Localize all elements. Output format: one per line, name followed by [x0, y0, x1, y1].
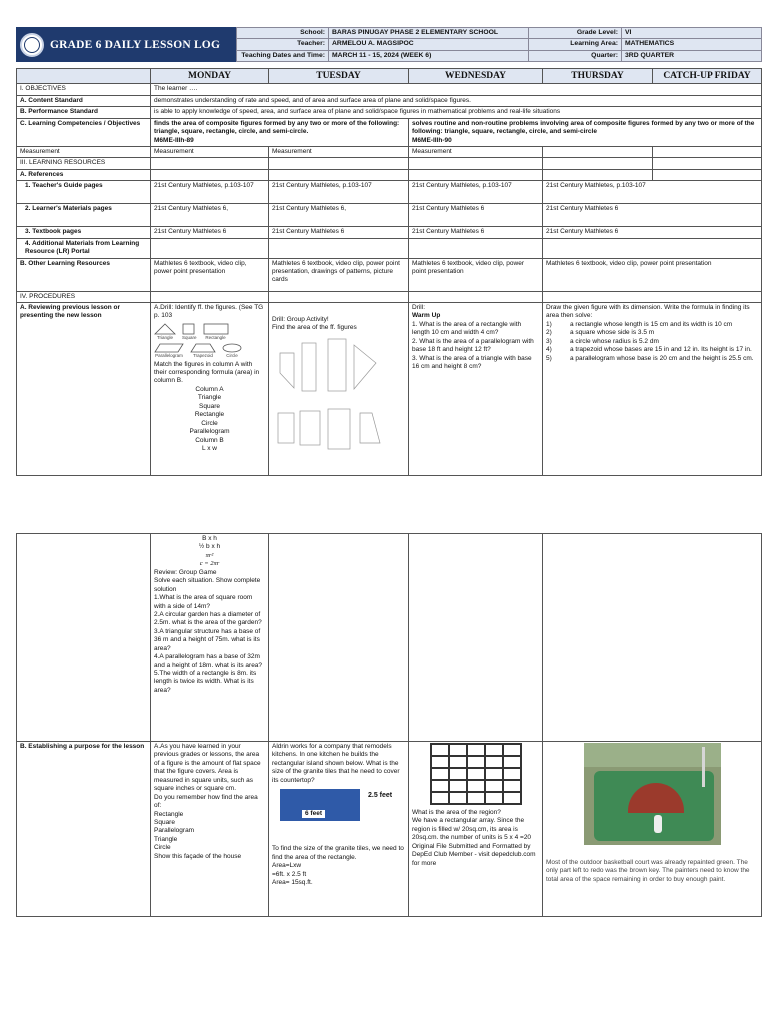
other-resources-label: B. Other Learning Resources [17, 258, 151, 291]
column-b-heading: Column B [195, 436, 224, 444]
tue-problem-text: Aldrin works for a company that remodels kitchens. In one kitchen he builds the rectangular island shown below. What is the size of the granite tiles that he need to cover its countertop? [272, 743, 400, 784]
shape-label: Rectangle [205, 334, 226, 340]
procedure-b-tue [269, 742, 409, 917]
review-problem: 3.A triangular structure has a base of 36 m and a height of 75m. what is its area? [154, 627, 261, 652]
column-b-item: ½ b x h [198, 543, 221, 551]
figure-8 [360, 413, 380, 443]
figure-1 [280, 353, 294, 388]
blank-cell [151, 169, 269, 180]
column-a-item: Circle [201, 419, 218, 427]
shapes-row-1 [154, 323, 265, 341]
mon-purpose-text: A.As you have learned in your previous grades or lessons, the area of a figure is the amount of flat space that the figure covers. Area is measured in square units, such as square inches or square cm. [154, 743, 261, 793]
procedure-a-mon-continued [151, 534, 269, 742]
depedclub-credit: Original File Submitted and Formatted by DepEd Club Member - visit depedclub.com for more [412, 842, 536, 867]
blank-cell [269, 291, 409, 302]
blank-cell [409, 169, 543, 180]
shape-label: Circle [226, 352, 238, 358]
competency-b-code: M6ME-IIIh-90 [412, 136, 452, 144]
teacher-value: ARMELOU A. MAGSIPOC [329, 39, 529, 50]
tb-mon: 21st Century Mathletes 6 [151, 227, 269, 238]
tue-drill-text: Drill: Group Activity! [272, 316, 329, 324]
learners-materials-row [17, 204, 762, 227]
blank-cell [17, 534, 151, 742]
mon-shape-item: Square [154, 818, 175, 826]
objectives-heading: I. OBJECTIVES [17, 84, 151, 95]
tue-solution-line: Area= 15sq.ft. [272, 878, 313, 886]
column-a-heading: Column A [195, 385, 224, 393]
shape-label: Parallelogram [155, 352, 183, 358]
grid-cell [449, 744, 467, 756]
court-hoop-pole [702, 747, 705, 787]
resources-heading: III. LEARNING RESOURCES [17, 158, 151, 169]
tue-solution-line: Area=Lxw [272, 862, 302, 870]
competency-a-text: finds the area of composite figures formed by any two or more of the following: triangle, square, rectangle, circle, and semi-circle. [154, 119, 400, 136]
grade-level-value: VI [622, 28, 762, 39]
figure-2 [302, 343, 316, 391]
learning-area-value: MATHEMATICS [622, 39, 762, 50]
countertop-length-label: 6 feet [302, 810, 325, 818]
grid-cell [485, 780, 503, 792]
wed-warmup-item: 3. What is the area of a triangle with base 16 cm and height 8 cm? [412, 354, 532, 371]
court-painter [654, 815, 662, 833]
review-heading: Review: Group Game [154, 568, 217, 576]
wed-warmup-item: 1. What is the area of a rectangle with length 10 cm and width 4 cm? [412, 320, 522, 337]
grid-cell [431, 744, 449, 756]
dll-title-banner [16, 27, 236, 62]
day-tuesday: TUESDAY [269, 69, 409, 84]
thu-item [546, 321, 758, 329]
lesson-table [16, 68, 762, 476]
tg-thu: 21st Century Mathletes, p.103-107 [543, 181, 762, 204]
column-a-item: Triangle [197, 394, 222, 402]
figure-6 [300, 411, 320, 445]
grid-cell [485, 744, 503, 756]
wed-drill-text: Drill: [412, 304, 425, 312]
shape-label: Square [182, 334, 197, 340]
wed-region-question: What is the area of the region? [412, 809, 501, 816]
grid-cell [467, 756, 485, 768]
blank-cell [151, 291, 269, 302]
measurement-mon: Measurement [151, 146, 269, 157]
school-value: BARAS PINUGAY PHASE 2 ELEMENTARY SCHOOL [329, 28, 529, 39]
column-a-item: Rectangle [194, 411, 225, 419]
measurement-thu [543, 146, 653, 157]
blank-cell [543, 158, 653, 169]
other-resources-row [17, 258, 762, 291]
competency-wed-thu [409, 118, 762, 146]
quarter-value: 3RD QUARTER [622, 50, 762, 61]
column-a-item: Parallelogram [189, 428, 230, 436]
references-label: A. References [17, 169, 151, 180]
shapes-row-2 [154, 343, 265, 359]
thu-item [546, 346, 758, 354]
blank-cell [151, 238, 269, 258]
basketball-court-photo [584, 743, 721, 845]
grid-cell [485, 756, 503, 768]
procedure-a-thu [543, 303, 762, 476]
performance-standard-row [17, 107, 762, 118]
day-monday: MONDAY [151, 69, 269, 84]
thu-court-text: Most of the outdoor basketball court was already repainted green. The only part left to redo was the brown key. The painters need to know the total area of the space remaining in order to buy enough paint. [546, 859, 750, 883]
measurement-row [17, 146, 762, 157]
textbook-label: 3. Textbook pages [17, 227, 151, 238]
day-thursday: THURSDAY [543, 69, 653, 84]
spacer [272, 304, 405, 316]
textbook-row [17, 227, 762, 238]
grid-cell [449, 756, 467, 768]
column-b-item: πr² [205, 551, 214, 559]
column-b-item: L x w [202, 444, 217, 452]
performance-standard-text: is able to apply knowledge of speed, area, and surface area of plane and solid/space figures in mathematical problems and real-life situations [151, 107, 762, 118]
triangle-icon [154, 323, 176, 341]
grid-cell [449, 792, 467, 804]
rectangle-shape [203, 323, 229, 335]
lr-portal-label: 4. Additional Materials from Learning Resource (LR) Portal [17, 238, 151, 258]
thu-item-text: a square whose side is 3.5 m [570, 329, 655, 337]
deped-seal-icon [20, 33, 44, 57]
om-thu: Mathletes 6 textbook, video clip, power point presentation [543, 258, 762, 291]
lm-tue: 21st Century Mathletes 6, [269, 204, 409, 227]
blank-cell [409, 534, 543, 742]
trapezoid-icon [190, 343, 216, 359]
content-standard-text: demonstrates understanding of rate and speed, and of area and surface area of plane and solid/space figures. [151, 95, 762, 106]
procedure-a-wed [409, 303, 543, 476]
grid-cell [449, 780, 467, 792]
tb-wed: 21st Century Mathletes 6 [409, 227, 543, 238]
grid-cell [467, 792, 485, 804]
tue-solution-line: =6ft. x 2.5 ft [272, 870, 307, 878]
blank-cell [543, 291, 762, 302]
competencies-row [17, 118, 762, 146]
learners-materials-label: 2. Learner's Materials pages [17, 204, 151, 227]
mon-purpose-question: Do you remember how find the area of: [154, 793, 258, 810]
thu-item-number: 2) [546, 329, 552, 337]
figure-7 [328, 409, 350, 449]
resources-heading-row [17, 158, 762, 169]
blank-cell [409, 158, 543, 169]
square-shape [182, 323, 196, 335]
competency-b-text: solves routine and non-routine problems involving area of composite figures formed by any two or more of the following: triangle, square, rectangle, circle, and semi-circle [412, 119, 755, 136]
om-tue: Mathletes 6 textbook, video clip, power point presentation, drawings of patterns, picture cards [269, 258, 409, 291]
shape-label: Triangle [156, 334, 174, 340]
wed-warmup-heading: Warm Up [412, 312, 441, 320]
performance-standard-label: B. Performance Standard [17, 107, 151, 118]
blank-cell [269, 158, 409, 169]
procedure-a-continued-row [17, 534, 762, 742]
rectangular-array-grid [430, 743, 522, 805]
shape-label: Trapezoid [193, 352, 213, 358]
thu-item [546, 338, 758, 346]
match-instructions: Match the figures in column A with their corresponding formula (area) in column B. [154, 360, 260, 385]
lm-thu: 21st Century Mathletes 6 [543, 204, 762, 227]
trapezoid-shape [190, 343, 216, 353]
figure-3 [328, 339, 346, 391]
mon-shape-item: Rectangle [154, 810, 184, 818]
measurement-fri [653, 146, 762, 157]
learning-area-label: Learning Area: [529, 39, 622, 50]
procedures-heading-row [17, 291, 762, 302]
thu-item-text: a trapezoid whose bases are 15 in and 12 in. Its height is 17 in. [570, 346, 752, 354]
dates-value: MARCH 11 - 15, 2024 (WEEK 6) [329, 50, 529, 61]
review-subheading: Solve each situation. Show complete solution [154, 577, 261, 593]
mon-drill-text: A.Drill: Identify ff. the figures. (See TG p. 103 [154, 304, 264, 320]
tg-mon: 21st Century Mathletes, p.103-107 [151, 181, 269, 204]
procedure-a-row [17, 303, 762, 476]
circle-shape [222, 343, 242, 353]
grade-level-label: Grade Level: [529, 28, 622, 39]
header-info-table [236, 27, 762, 62]
procedure-b-wed [409, 742, 543, 917]
header-row-teacher [237, 39, 762, 50]
blank-cell [269, 169, 409, 180]
blank-cell [269, 238, 409, 258]
om-wed: Mathletes 6 textbook, video clip, power point presentation [409, 258, 543, 291]
review-problem: 5.The width of a rectangle is 8m. its length is twice its width. What is its area? [154, 670, 257, 694]
lr-portal-row [17, 238, 762, 258]
grid-cell [503, 768, 521, 780]
figure-4 [354, 345, 376, 389]
review-problem: 2.A circular garden has a diameter of 2.5m. what is the area of the garden? [154, 610, 262, 627]
countertop-rectangle [280, 789, 360, 821]
blank-cell [269, 534, 409, 742]
procedure-b-row [17, 742, 762, 917]
procedure-a-label: A. Reviewing previous lesson or presenting the new lesson [17, 303, 151, 476]
grid-cell [431, 780, 449, 792]
tg-tue: 21st Century Mathletes, p.103-107 [269, 181, 409, 204]
day-wednesday: WEDNESDAY [409, 69, 543, 84]
grid-cell [485, 768, 503, 780]
competency-a-code: M6ME-IIIh-89 [154, 136, 194, 144]
court-background [584, 743, 721, 767]
blank-cell [653, 158, 762, 169]
grid-cell [431, 792, 449, 804]
tg-wed: 21st Century Mathletes, p.103-107 [409, 181, 543, 204]
thu-item-number: 3) [546, 337, 552, 345]
tue-solution-text: To find the size of the granite tiles, we need to find the area of the rectangle. [272, 845, 404, 861]
blank-cell [543, 534, 762, 742]
teacher-label: Teacher: [237, 39, 329, 50]
grid-cell [431, 756, 449, 768]
circle-icon [222, 343, 242, 359]
countertop-width-label: 2.5 feet [368, 792, 393, 800]
grid-cell [503, 756, 521, 768]
composite-figures-sketch [272, 333, 400, 453]
procedure-a-tue [269, 303, 409, 476]
review-problem: 1.What is the area of square room with a side of 14m? [154, 594, 253, 610]
thu-item [546, 355, 758, 363]
thu-item-text: a circle whose radius is 5.2 dm [570, 337, 659, 345]
rectangle-icon [203, 323, 229, 341]
grid-cell [485, 792, 503, 804]
procedures-heading: IV. PROCEDURES [17, 291, 151, 302]
header-row-dates [237, 50, 762, 61]
triangle-shape [154, 323, 176, 335]
measurement-wed: Measurement [409, 146, 543, 157]
parallelogram-icon [154, 343, 184, 359]
competencies-label: C. Learning Competencies / Objectives [17, 118, 151, 146]
grid-cell [449, 768, 467, 780]
measurement-label: Measurement [17, 146, 151, 157]
objectives-row [17, 84, 762, 95]
dates-label: Teaching Dates and Time: [237, 50, 329, 61]
tb-thu: 21st Century Mathletes 6 [543, 227, 762, 238]
references-row [17, 169, 762, 180]
column-b-item: c = 2πr [199, 560, 220, 568]
grid-cell [503, 780, 521, 792]
blank-cell [653, 169, 762, 180]
thu-item-number: 4) [546, 346, 552, 354]
countertop-figure [280, 789, 405, 833]
review-problem: 4.A parallelogram has a base of 32m and a height of 18m. what is its area? [154, 653, 263, 669]
tue-find-text: Find the area of the ff. figures [272, 324, 357, 332]
procedure-b-mon [151, 742, 269, 917]
grid-cell [431, 768, 449, 780]
mon-shape-item: Triangle [154, 835, 178, 843]
om-mon: Mathletes 6 textbook, video clip, power point presentation [151, 258, 269, 291]
grid-cell [467, 744, 485, 756]
thu-item-text: a parallelogram whose base is 20 cm and the height is 25.5 cm. [570, 354, 754, 362]
teachers-guide-label: 1. Teacher's Guide pages [17, 181, 151, 204]
thu-item-number: 5) [546, 354, 552, 362]
objectives-intro: The learner …. [151, 84, 762, 95]
header-row-school [237, 28, 762, 39]
lesson-table-continued [16, 533, 762, 917]
blank-cell [409, 238, 543, 258]
mon-shape-item: Parallelogram [154, 827, 195, 835]
quarter-label: Quarter: [529, 50, 622, 61]
dll-title: GRADE 6 DAILY LESSON LOG [50, 38, 221, 51]
content-standard-label: A. Content Standard [17, 95, 151, 106]
column-b-item: B x h [202, 535, 217, 542]
procedure-b-label: B. Establishing a purpose for the lesson [17, 742, 151, 917]
wed-region-explanation: We have a rectangular array. Since the region is filled w/ 20sq.cm, its area is 20sq.cm. the number of units is 5 x 4 =20 [412, 817, 532, 842]
grid-cell [467, 780, 485, 792]
wed-warmup-item: 2. What is the area of a parallelogram with base 18 ft and height 12 ft? [412, 337, 534, 354]
corner-cell [17, 69, 151, 84]
square-icon [182, 323, 197, 341]
thu-intro-text: Draw the given figure with its dimension. Write the formula in finding its area then solve: [546, 304, 750, 320]
thu-item [546, 329, 758, 337]
parallelogram-shape [154, 343, 184, 353]
day-header-row [17, 69, 762, 84]
thu-item-text: a rectangle whose length is 15 cm and its width is 10 cm [570, 320, 733, 328]
column-a-item: Square [199, 402, 220, 410]
teachers-guide-row [17, 181, 762, 204]
mon-house-prompt: Show this façade of the house [154, 852, 242, 860]
lm-wed: 21st Century Mathletes 6 [409, 204, 543, 227]
grid-cell [503, 744, 521, 756]
mon-shape-item: Circle [154, 844, 171, 852]
figure-5 [278, 413, 294, 443]
tb-tue: 21st Century Mathletes 6 [269, 227, 409, 238]
thu-item-number: 1) [546, 320, 552, 328]
blank-cell [409, 291, 543, 302]
lm-mon: 21st Century Mathletes 6, [151, 204, 269, 227]
blank-cell [151, 158, 269, 169]
measurement-tue: Measurement [269, 146, 409, 157]
day-friday: CATCH-UP FRIDAY [653, 69, 762, 84]
procedure-b-thu [543, 742, 762, 917]
blank-cell [543, 169, 653, 180]
grid-cell [467, 768, 485, 780]
procedure-a-mon [151, 303, 269, 476]
blank-cell [543, 238, 762, 258]
grid-cell [503, 792, 521, 804]
competency-mon-tue [151, 118, 409, 146]
school-label: School: [237, 28, 329, 39]
content-standard-row [17, 95, 762, 106]
